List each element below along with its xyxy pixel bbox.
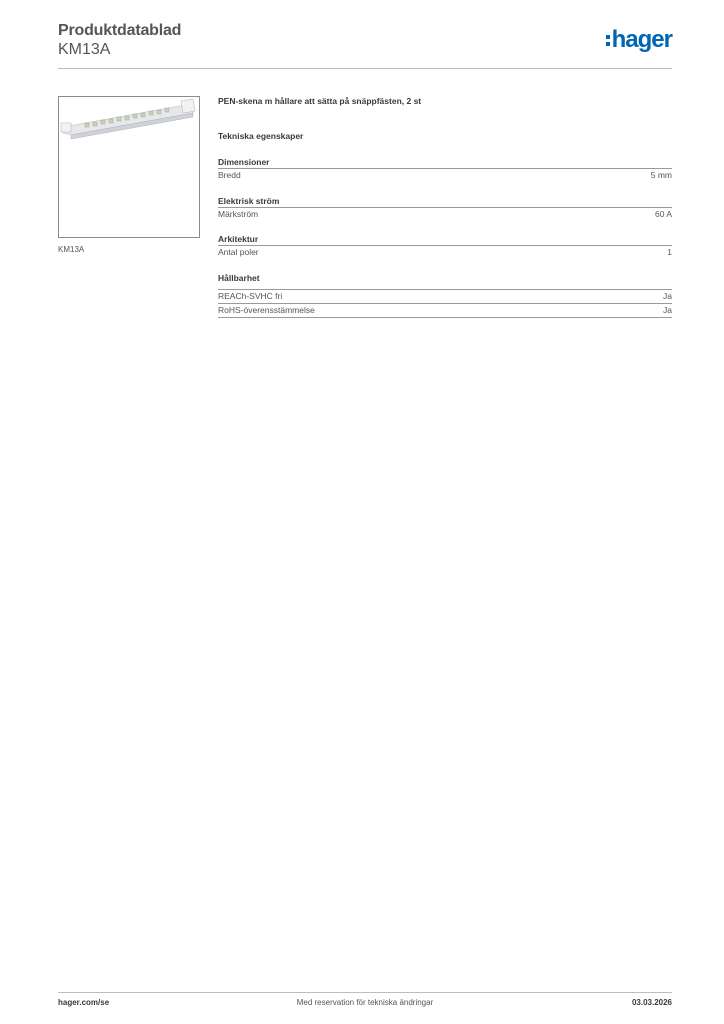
product-code: KM13A xyxy=(58,41,111,58)
pen-rail-illustration xyxy=(59,97,199,237)
spec-row-poles xyxy=(218,245,672,259)
spec-row-width xyxy=(218,168,672,182)
group-heading-dimensions: Dimensioner xyxy=(218,157,270,167)
product-image xyxy=(58,96,200,238)
footer-divider xyxy=(58,992,672,993)
spec-label: Märkström xyxy=(218,209,259,219)
spec-label: REACh-SVHC fri xyxy=(218,291,283,301)
spec-value: 5 mm xyxy=(650,170,672,180)
spec-value: 1 xyxy=(667,247,672,257)
spec-label: RoHS-överensstämmelse xyxy=(218,305,315,315)
header-divider xyxy=(58,68,672,69)
footer-date: 03.03.2026 xyxy=(631,998,672,1007)
group-heading-architecture: Arkitektur xyxy=(218,234,259,244)
footer-disclaimer: Med reservation för tekniska ändringar xyxy=(296,998,434,1007)
spec-row-reach xyxy=(218,289,672,303)
product-description: PEN-skena m hållare att sätta på snäppfästen, 2 st xyxy=(218,96,422,106)
group-heading-electric: Elektrisk ström xyxy=(218,196,280,206)
image-caption: KM13A xyxy=(58,245,85,254)
spec-row-rated-current xyxy=(218,207,672,221)
spec-value: 60 A xyxy=(654,209,672,219)
spec-label: Antal poler xyxy=(218,247,259,257)
logo-wordmark: hager xyxy=(611,26,672,53)
spec-row-rohs xyxy=(218,303,672,318)
group-heading-sustainability: Hållbarhet xyxy=(218,273,260,283)
logo-dots-icon xyxy=(606,35,610,46)
page-header xyxy=(58,20,672,70)
spec-label: Bredd xyxy=(218,170,241,180)
spec-value: Ja xyxy=(663,291,672,301)
tech-specs-heading: Tekniska egenskaper xyxy=(218,131,304,141)
page-footer xyxy=(58,998,672,1010)
hager-logo xyxy=(606,27,672,53)
spec-value: Ja xyxy=(663,305,672,315)
footer-website: hager.com/se xyxy=(58,998,110,1007)
document-title: Produktdatablad xyxy=(58,22,182,39)
